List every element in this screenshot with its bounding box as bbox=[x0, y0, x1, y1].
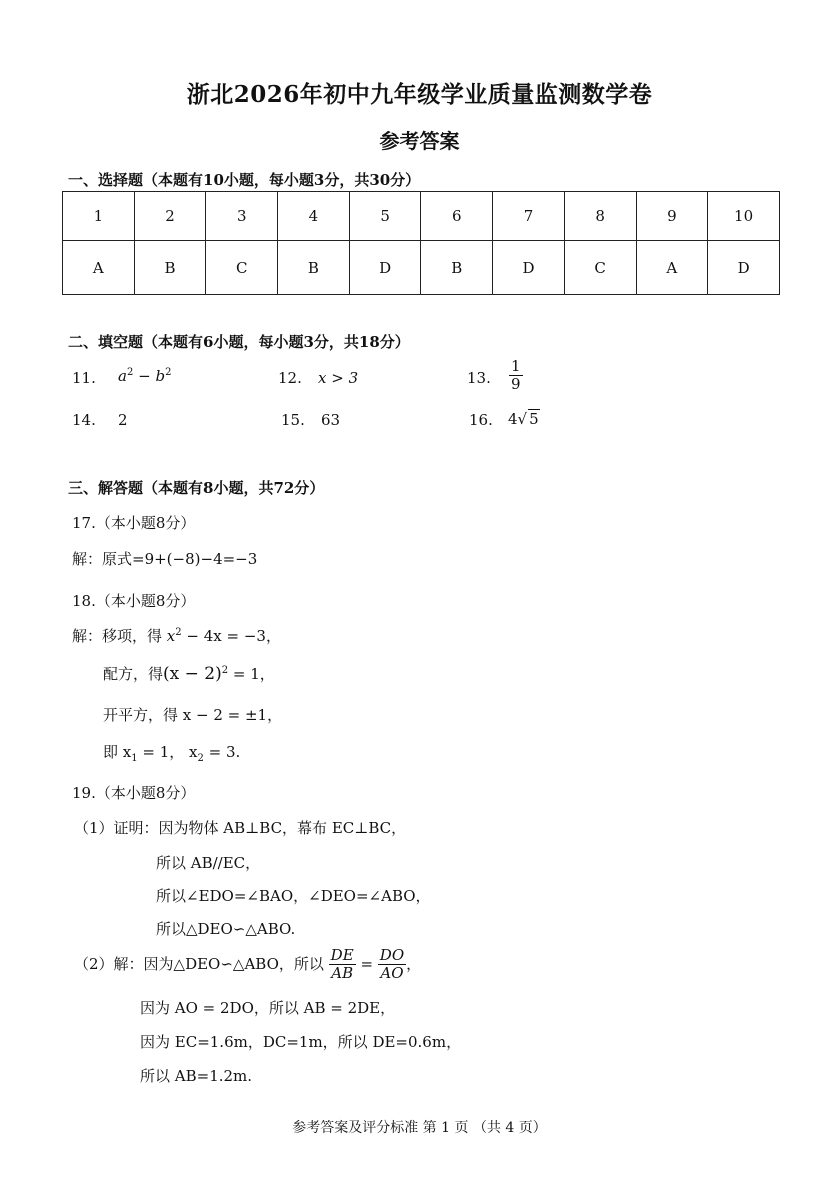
step-text: = 3. bbox=[203, 743, 241, 761]
q19-part1-line4: 所以△DEO∽△ABO. bbox=[156, 920, 296, 938]
q18-step3: 开平方，得 x − 2 = ±1， bbox=[103, 706, 283, 724]
step-text: = 1， x bbox=[137, 743, 198, 761]
exponent: 2 bbox=[126, 367, 134, 378]
section1-heading: 一、选择题（本题有10小题，每小题3分，共30分） bbox=[68, 171, 421, 189]
answer-cell: B bbox=[421, 241, 493, 295]
answer-12: x > 3 bbox=[318, 369, 359, 387]
q17-heading: 17.（本小题8分） bbox=[72, 514, 196, 532]
item-number: 12. bbox=[278, 369, 302, 387]
step-label: 配方，得 bbox=[103, 665, 164, 683]
q19-part1-line2: 所以 AB//EC， bbox=[156, 854, 261, 872]
radicand: 5 bbox=[529, 410, 539, 428]
step-label: 解：移项，得 bbox=[72, 627, 163, 645]
item-number: 15. bbox=[281, 411, 305, 429]
equation-expr: (x − 2) bbox=[163, 664, 222, 684]
q19-part1-line1: （1）证明：因为物体 AB⊥BC，幕布 EC⊥BC， bbox=[74, 819, 407, 837]
answer-table bbox=[62, 191, 780, 295]
exponent: 2 bbox=[221, 665, 229, 676]
equals-sign: = bbox=[360, 954, 374, 973]
question-number: 7 bbox=[493, 192, 565, 241]
answer-cell: A bbox=[63, 241, 135, 295]
answer-cell: D bbox=[493, 241, 565, 295]
q17-solution: 解：原式=9+(−8)−4=−3 bbox=[72, 550, 258, 568]
section2-heading: 二、填空题（本题有6小题，每小题3分，共18分） bbox=[68, 333, 410, 351]
q18-step2 bbox=[103, 663, 275, 684]
operator: − bbox=[138, 367, 151, 385]
q18-step4 bbox=[103, 741, 240, 764]
equation-rest: = 1， bbox=[228, 665, 275, 683]
answer-13 bbox=[509, 358, 523, 394]
step-text: 即 x bbox=[103, 743, 132, 761]
item-number: 13. bbox=[467, 369, 491, 387]
item-number: 14. bbox=[72, 411, 96, 429]
page-subtitle: 参考答案 bbox=[379, 129, 460, 153]
sqrt-sign: √ bbox=[517, 410, 528, 428]
q19-part2-line2: 因为 AO = 2DO，所以 AB = 2DE， bbox=[140, 999, 396, 1017]
q19-part2-line1 bbox=[74, 947, 421, 983]
q19-part2-line3: 因为 EC=1.6m，DC=1m，所以 DE=0.6m， bbox=[140, 1033, 462, 1051]
denominator: AO bbox=[380, 964, 404, 983]
answer-cell: B bbox=[134, 241, 206, 295]
q19-part2-line4: 所以 AB=1.2m. bbox=[140, 1067, 253, 1085]
answer-14: 2 bbox=[118, 411, 128, 429]
denominator: 9 bbox=[511, 375, 521, 394]
answer-cell: C bbox=[206, 241, 278, 295]
subscript: 2 bbox=[197, 753, 204, 764]
equation-rest: − 4x = −3， bbox=[181, 627, 281, 645]
fraction bbox=[378, 947, 406, 983]
answer-16 bbox=[508, 409, 540, 428]
item-number: 16. bbox=[469, 411, 493, 429]
answer-cell: C bbox=[564, 241, 636, 295]
question-number: 9 bbox=[636, 192, 708, 241]
q18-heading: 18.（本小题8分） bbox=[72, 592, 196, 610]
numerator: 1 bbox=[511, 357, 521, 375]
question-number: 4 bbox=[278, 192, 350, 241]
answer-cell: D bbox=[708, 241, 780, 295]
q18-step1 bbox=[72, 625, 281, 646]
fraction bbox=[329, 947, 356, 983]
step-text: ， bbox=[406, 954, 422, 973]
section3-heading: 三、解答题（本题有8小题，共72分） bbox=[68, 479, 325, 497]
fraction bbox=[509, 358, 523, 394]
page-footer: 参考答案及评分标准 第 1 页 （共 4 页） bbox=[292, 1120, 547, 1136]
subscript: 1 bbox=[131, 753, 138, 764]
answer-cell: B bbox=[278, 241, 350, 295]
answer-cell: A bbox=[636, 241, 708, 295]
exponent: 2 bbox=[165, 367, 172, 378]
denominator: AB bbox=[331, 964, 354, 983]
table-row bbox=[63, 192, 780, 241]
question-number: 5 bbox=[349, 192, 421, 241]
coefficient: 4 bbox=[508, 410, 518, 428]
table-row bbox=[63, 241, 780, 295]
answer-cell: D bbox=[349, 241, 421, 295]
item-number: 11. bbox=[72, 369, 96, 387]
question-number: 1 bbox=[63, 192, 135, 241]
var-b: b bbox=[155, 367, 166, 385]
question-number: 10 bbox=[708, 192, 780, 241]
var-a: a bbox=[118, 367, 127, 385]
step-text: （2）解：因为△DEO∽△ABO，所以 bbox=[74, 954, 324, 973]
numerator: DO bbox=[379, 946, 405, 964]
question-number: 2 bbox=[134, 192, 206, 241]
question-number: 8 bbox=[564, 192, 636, 241]
page-title: 浙北2026年初中九年级学业质量监测数学卷 bbox=[186, 81, 653, 108]
exponent: 2 bbox=[175, 627, 182, 638]
question-number: 3 bbox=[206, 192, 278, 241]
question-number: 6 bbox=[421, 192, 493, 241]
var-x: x bbox=[166, 627, 176, 645]
numerator: DE bbox=[330, 946, 354, 964]
answer-11 bbox=[118, 367, 171, 385]
q19-heading: 19.（本小题8分） bbox=[72, 784, 196, 802]
q19-part1-line3: 所以∠EDO=∠BAO，∠DEO=∠ABO， bbox=[156, 887, 431, 905]
answer-15: 63 bbox=[321, 411, 341, 429]
